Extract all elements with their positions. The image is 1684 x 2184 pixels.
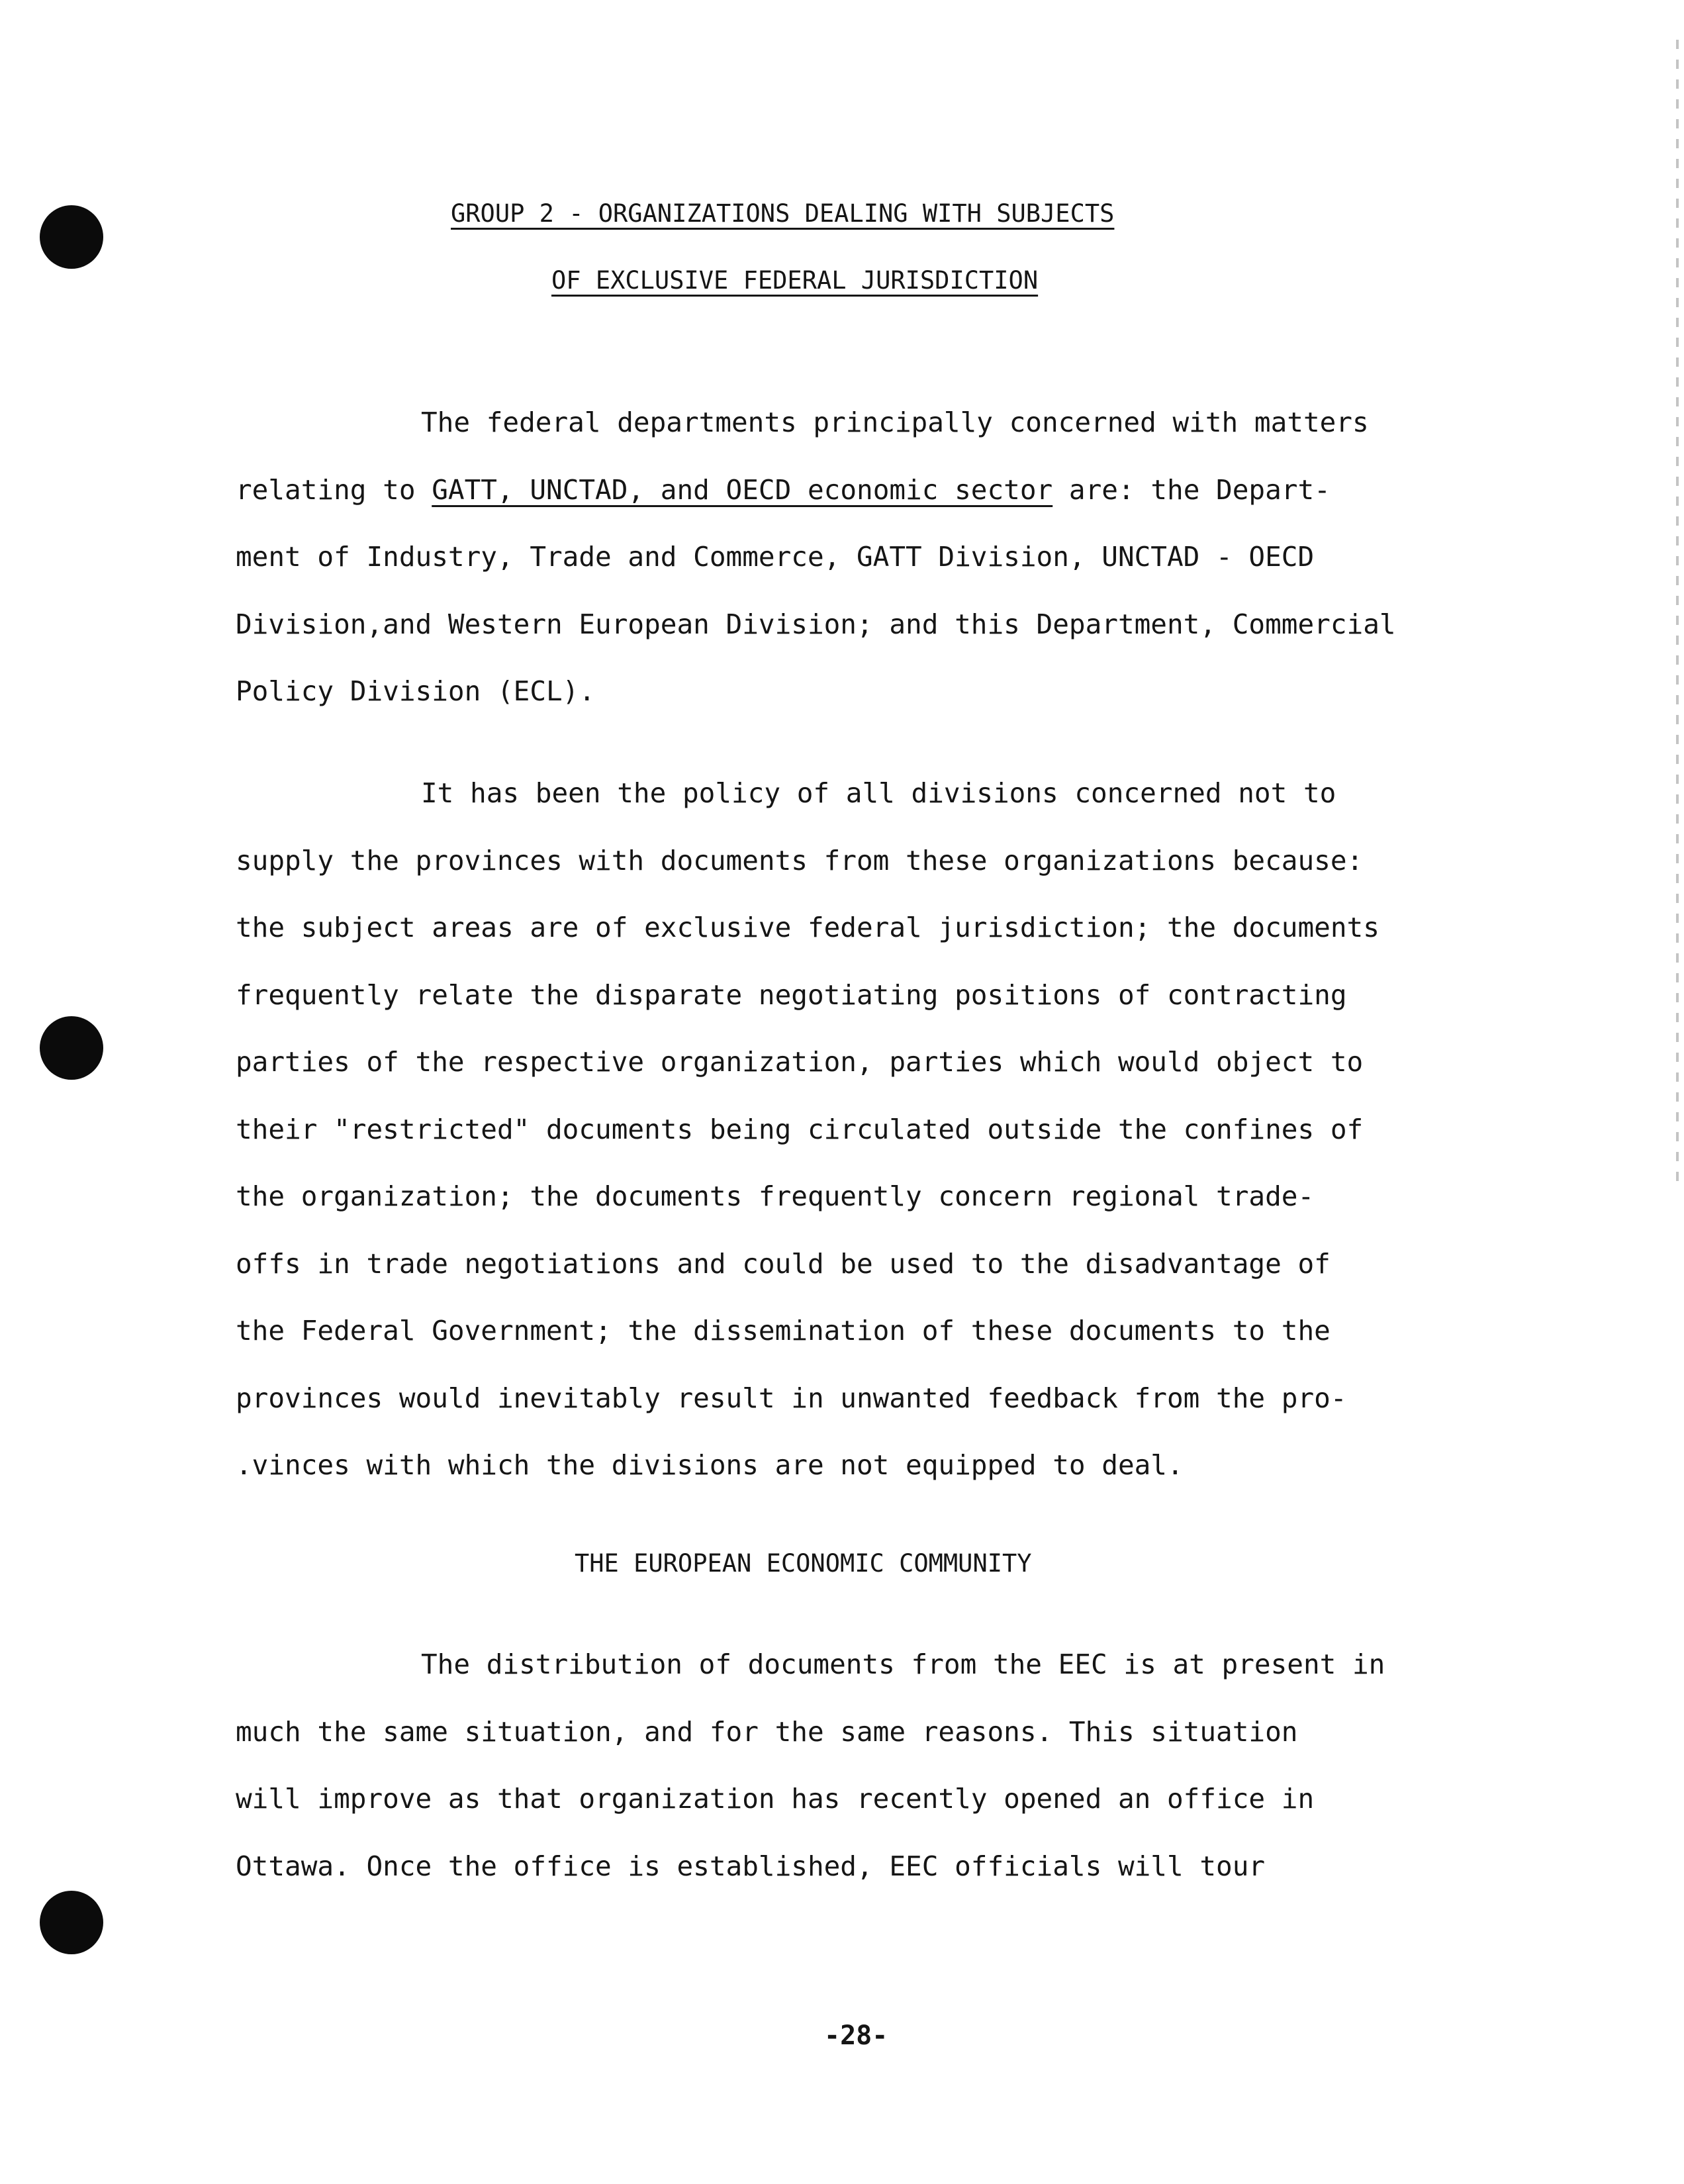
paragraph-line: Policy Division (ECL). <box>236 675 596 707</box>
punch-hole-top <box>40 205 103 269</box>
text-span: relating to <box>236 473 432 506</box>
scan-edge-marks <box>1676 40 1679 1192</box>
heading-line-1: GROUP 2 - ORGANIZATIONS DEALING WITH SUBJECTS <box>451 199 1115 228</box>
paragraph-eec <box>236 1631 1440 1900</box>
punch-hole-bottom <box>40 1891 103 1954</box>
text-span: are: the Depart- <box>1052 473 1331 506</box>
page-number: -28- <box>824 2020 888 2051</box>
paragraph-line: frequently relate the disparate negotiating positions of contracting <box>236 978 1347 1011</box>
paragraph-line: the Federal Government; the dissemination of these documents to the <box>236 1315 1331 1347</box>
heading-line-2: OF EXCLUSIVE FEDERAL JURISDICTION <box>551 266 1039 295</box>
paragraph-line: It has been the policy of all divisions concerned not to <box>421 777 1336 809</box>
punch-hole-middle <box>40 1016 103 1080</box>
paragraph-line: Division,and Western European Division; and this Department, Commercial <box>236 608 1396 640</box>
paragraph-line: their "restricted" documents being circulated outside the confines of <box>236 1113 1364 1145</box>
paragraph-line: will improve as that organization has recently opened an office in <box>236 1783 1315 1815</box>
paragraph-line: the organization; the documents frequently concern regional trade- <box>236 1180 1315 1212</box>
underlined-phrase: GATT, UNCTAD, and OECD economic sector <box>432 473 1053 506</box>
paragraph-line: offs in trade negotiations and could be used to the disadvantage of <box>236 1247 1331 1280</box>
paragraph-line: The federal departments principally concerned with matters <box>421 406 1369 438</box>
paragraph-line: ment of Industry, Trade and Commerce, GATT Division, UNCTAD - OECD <box>236 541 1315 573</box>
paragraph-line: provinces would inevitably result in unwanted feedback from the pro- <box>236 1382 1347 1414</box>
paragraph-line: .vinces with which the divisions are not equipped to deal. <box>236 1449 1184 1481</box>
paragraph-line <box>236 457 1440 524</box>
paragraph-line: the subject areas are of exclusive federal jurisdiction; the documents <box>236 912 1380 943</box>
paragraph-federal-departments <box>236 389 1440 726</box>
paragraph-line: supply the provinces with documents from these organizations because: <box>236 844 1364 877</box>
paragraph-line: much the same situation, and for the same reasons. This situation <box>236 1715 1298 1748</box>
paragraph-line: The distribution of documents from the EEC is at present in <box>421 1648 1385 1680</box>
paragraph-policy <box>236 760 1440 1499</box>
paragraph-line: Ottawa. Once the office is established, EEC officials will tour <box>236 1850 1266 1882</box>
section-subheading: THE EUROPEAN ECONOMIC COMMUNITY <box>575 1549 1032 1578</box>
paragraph-line: parties of the respective organization, parties which would object to <box>236 1046 1364 1078</box>
